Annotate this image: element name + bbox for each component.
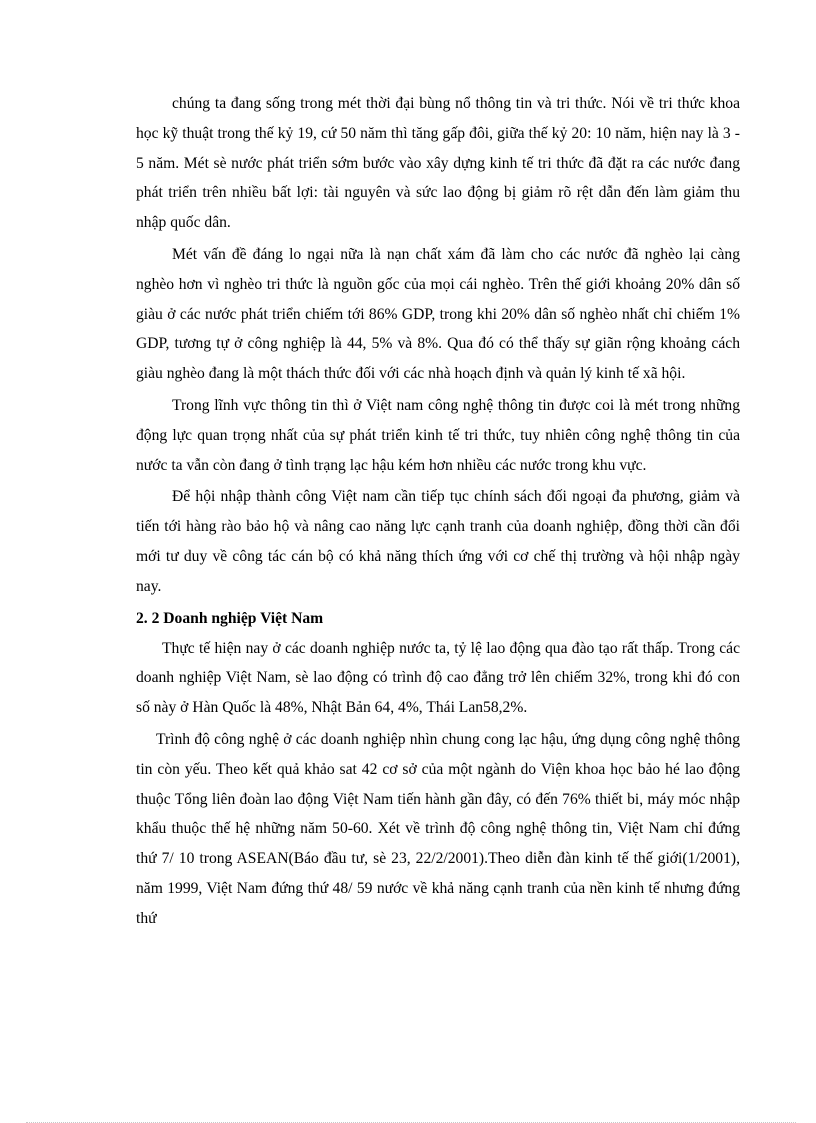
- paragraph-integration: Để hội nhập thành công Việt nam cần tiếp tục chính sách đối ngoại đa phương, giảm và tiến tới hàng rào bảo hộ và nâng cao năng lực cạnh tranh của doanh nghiệp, đồng thời cần đổi mới tư duy về công tác cán bộ có khả năng thích ứng với cơ chế thị trường và hội nhập ngày nay.: [136, 488, 740, 595]
- paragraph-brain-drain: Mét vấn đề đáng lo ngại nữa là nạn chất xám đã làm cho các nước đã nghèo lại càng nghèo hơn vì nghèo tri thức là nguồn gốc của mọi cái nghèo. Trên thế giới khoảng 20% dân số giàu ở các nước phát triển chiếm tới 86% GDP, trong khi 20% dân số nghèo nhất chỉ chiếm 1% GDP, tương tự ở công nghiệp là 44, 5% và 8%. Qua đó có thể thấy sự giãn rộng khoảng cách giàu nghèo đang là một thách thức đối với các nhà hoạch định và quản lý kinh tế xã hội.: [136, 245, 740, 383]
- paragraph-technology-level: Trình độ công nghệ ở các doanh nghiệp nhìn chung cong lạc hậu, ứng dụng công nghệ thông tin còn yếu. Theo kết quả khảo sat 42 cơ sở của một ngành do Viện khoa học bảo hé lao động thuộc Tổng liên đoàn lao động Việt Nam tiến hành gần đây, có đến 76% thiết bi, máy móc nhập khẩu thuộc thế hệ những năm 50-60. Xét về trình độ công nghệ thông tin, Việt Nam chỉ đứng thứ 7/ 10 trong ASEAN(Báo đầu tư, sè 23, 22/2/2001).Theo diễn đàn kinh tế thế giới(1/2001), năm 1999, Việt Nam đứng thứ 48/ 59 nước về khả năng cạnh tranh của nền kinh tế nhưng đứng thứ: [136, 730, 740, 927]
- paragraph-information-technology: Trong lĩnh vực thông tin thì ở Việt nam công nghệ thông tin được coi là mét trong những động lực quan trọng nhất của sự phát triển kinh tế tri thức, tuy nhiên công nghệ thông tin của nước ta vẫn còn đang ở tình trạng lạc hậu kém hơn nhiều các nước trong khu vực.: [136, 396, 740, 474]
- paragraph-trained-labor: Thực tế hiện nay ở các doanh nghiệp nước ta, tỷ lệ lao động qua đào tạo rất thấp. Trong các doanh nghiệp Việt Nam, sè lao động có trình độ cao đẳng trở lên chiếm 32%, trong khi đó con số này ở Hàn Quốc là 48%, Nhật Bản 64, 4%, Thái Lan58,2%.: [136, 639, 740, 717]
- document-body: [136, 89, 740, 936]
- section-heading: 2. 2 Doanh nghiệp Việt Nam: [136, 609, 324, 627]
- paragraph-knowledge-economy: chúng ta đang sống trong mét thời đại bùng nổ thông tin và tri thức. Nói về tri thức khoa học kỹ thuật trong thế kỷ 19, cứ 50 năm thì tăng gấp đôi, giữa thế kỷ 20: 10 năm, hiện nay là 3 - 5 năm. Mét sè nước phát triển sớm bước vào xây dựng kinh tế tri thức đã đặt ra các nước đang phát triển trên nhiều bất lợi: tài nguyên và sức lao động bị giảm rõ rệt dẫn đến làm giảm thu nhập quốc dân.: [136, 95, 740, 232]
